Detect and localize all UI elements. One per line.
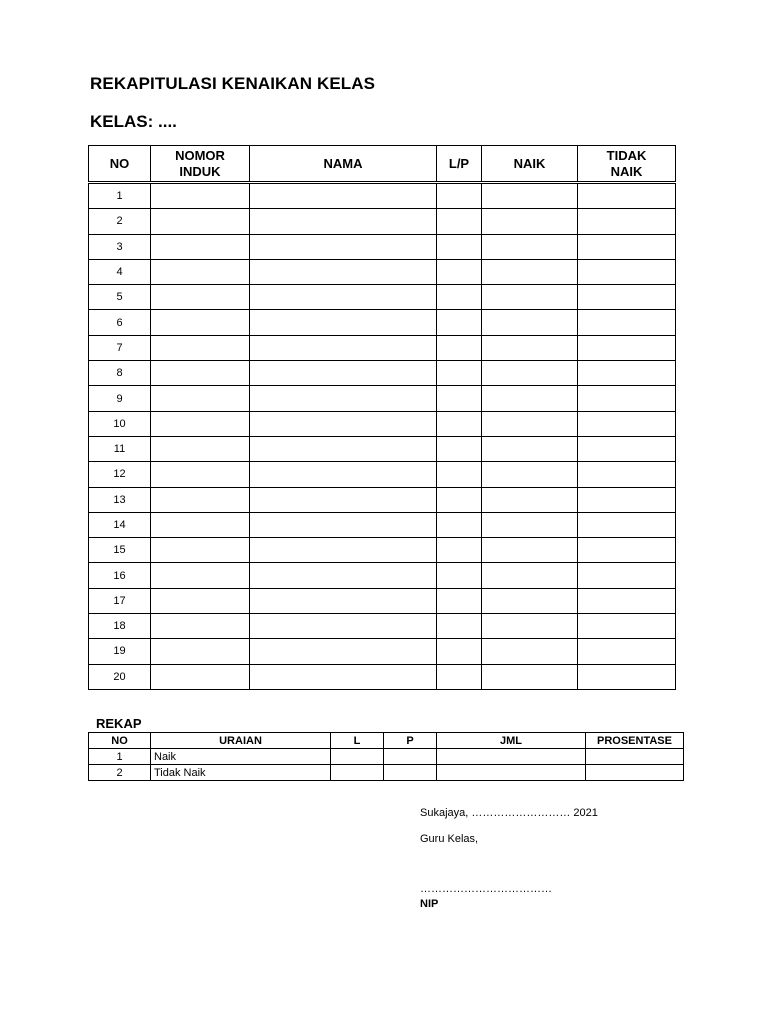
nomor-induk-cell xyxy=(151,588,250,613)
nama-cell xyxy=(250,386,437,411)
lp-cell xyxy=(437,335,482,360)
table-row xyxy=(89,285,676,310)
row-no-cell: 17 xyxy=(89,588,151,613)
rekap-p-cell xyxy=(384,749,437,765)
table-row xyxy=(89,335,676,360)
nama-cell xyxy=(250,361,437,386)
table-row xyxy=(89,487,676,512)
row-no-cell: 4 xyxy=(89,259,151,284)
lp-cell xyxy=(437,639,482,664)
tidak-naik-cell xyxy=(578,234,676,259)
rekap-header-row xyxy=(89,733,684,749)
nama-cell xyxy=(250,436,437,461)
table-row xyxy=(89,361,676,386)
signature-nip: NIP xyxy=(420,898,439,910)
nomor-induk-cell xyxy=(151,538,250,563)
nama-cell xyxy=(250,183,437,209)
row-no-cell: 7 xyxy=(89,335,151,360)
row-no-cell: 2 xyxy=(89,209,151,234)
row-no-cell: 19 xyxy=(89,639,151,664)
nomor-induk-cell xyxy=(151,310,250,335)
table-row xyxy=(89,664,676,689)
lp-cell xyxy=(437,614,482,639)
lp-cell xyxy=(437,234,482,259)
naik-cell xyxy=(482,614,578,639)
table-row xyxy=(89,563,676,588)
signature-line: ……………………………… xyxy=(420,883,552,895)
lp-cell xyxy=(437,386,482,411)
nomor-induk-cell xyxy=(151,209,250,234)
nomor-induk-cell xyxy=(151,563,250,588)
nama-cell xyxy=(250,285,437,310)
naik-cell xyxy=(482,639,578,664)
tidak-naik-cell xyxy=(578,386,676,411)
col-header-lp: L/P xyxy=(437,146,482,183)
naik-cell xyxy=(482,436,578,461)
row-no-cell: 14 xyxy=(89,512,151,537)
naik-cell xyxy=(482,285,578,310)
rekap-header-no: NO xyxy=(89,733,151,749)
table-row xyxy=(89,462,676,487)
nomor-induk-cell xyxy=(151,436,250,461)
col-header-no: NO xyxy=(89,146,151,183)
nomor-induk-cell xyxy=(151,664,250,689)
tidak-naik-cell xyxy=(578,639,676,664)
rekap-uraian-cell: Naik xyxy=(151,749,331,765)
naik-cell xyxy=(482,386,578,411)
tidak-naik-cell xyxy=(578,411,676,436)
nama-cell xyxy=(250,259,437,284)
lp-cell xyxy=(437,285,482,310)
lp-cell xyxy=(437,664,482,689)
naik-cell xyxy=(482,259,578,284)
row-no-cell: 15 xyxy=(89,538,151,563)
table-row xyxy=(89,538,676,563)
tidak-naik-cell xyxy=(578,361,676,386)
rekap-label: REKAP xyxy=(96,716,142,731)
rekap-jml-cell xyxy=(437,765,586,781)
nama-cell xyxy=(250,639,437,664)
lp-cell xyxy=(437,310,482,335)
nama-cell xyxy=(250,512,437,537)
lp-cell xyxy=(437,538,482,563)
lp-cell xyxy=(437,462,482,487)
row-no-cell: 18 xyxy=(89,614,151,639)
naik-cell xyxy=(482,512,578,537)
tidak-naik-cell xyxy=(578,310,676,335)
nama-cell xyxy=(250,538,437,563)
row-no-cell: 9 xyxy=(89,386,151,411)
tidak-naik-cell xyxy=(578,487,676,512)
nomor-induk-cell xyxy=(151,285,250,310)
nama-cell xyxy=(250,588,437,613)
nama-cell xyxy=(250,335,437,360)
signature-place-date: Sukajaya, ……………………… 2021 xyxy=(420,807,598,819)
tidak-naik-cell xyxy=(578,588,676,613)
tidak-naik-cell xyxy=(578,259,676,284)
naik-cell xyxy=(482,411,578,436)
promotion-table xyxy=(88,145,676,690)
signature-role: Guru Kelas, xyxy=(420,833,479,845)
row-no-cell: 1 xyxy=(89,183,151,209)
table-row xyxy=(89,259,676,284)
rekap-no-cell: 2 xyxy=(89,765,151,781)
nama-cell xyxy=(250,487,437,512)
rekap-no-cell: 1 xyxy=(89,749,151,765)
rekap-header-l: L xyxy=(331,733,384,749)
rekap-prosentase-cell xyxy=(586,749,684,765)
nomor-induk-cell xyxy=(151,639,250,664)
row-no-cell: 5 xyxy=(89,285,151,310)
nama-cell xyxy=(250,411,437,436)
nama-cell xyxy=(250,234,437,259)
lp-cell xyxy=(437,512,482,537)
lp-cell xyxy=(437,411,482,436)
nomor-induk-cell xyxy=(151,335,250,360)
row-no-cell: 3 xyxy=(89,234,151,259)
rekap-jml-cell xyxy=(437,749,586,765)
nomor-induk-cell xyxy=(151,183,250,209)
table-row xyxy=(89,614,676,639)
row-no-cell: 11 xyxy=(89,436,151,461)
rekap-table xyxy=(88,732,684,781)
table-row xyxy=(89,234,676,259)
lp-cell xyxy=(437,183,482,209)
rekap-row xyxy=(89,765,684,781)
naik-cell xyxy=(482,487,578,512)
rekap-prosentase-cell xyxy=(586,765,684,781)
col-header-naik: NAIK xyxy=(482,146,578,183)
table-row xyxy=(89,512,676,537)
naik-cell xyxy=(482,310,578,335)
naik-cell xyxy=(482,335,578,360)
rekap-row xyxy=(89,749,684,765)
naik-cell xyxy=(482,462,578,487)
tidak-naik-cell xyxy=(578,285,676,310)
rekap-uraian-cell: Tidak Naik xyxy=(151,765,331,781)
row-no-cell: 10 xyxy=(89,411,151,436)
rekap-p-cell xyxy=(384,765,437,781)
lp-cell xyxy=(437,563,482,588)
tidak-naik-cell xyxy=(578,512,676,537)
lp-cell xyxy=(437,259,482,284)
naik-cell xyxy=(482,664,578,689)
nama-cell xyxy=(250,664,437,689)
row-no-cell: 20 xyxy=(89,664,151,689)
nama-cell xyxy=(250,462,437,487)
tidak-naik-cell xyxy=(578,183,676,209)
naik-cell xyxy=(482,183,578,209)
tidak-naik-cell xyxy=(578,563,676,588)
naik-cell xyxy=(482,361,578,386)
table-row xyxy=(89,310,676,335)
lp-cell xyxy=(437,361,482,386)
rekap-l-cell xyxy=(331,765,384,781)
tidak-naik-cell xyxy=(578,614,676,639)
col-header-tidak-naik: TIDAK NAIK xyxy=(578,146,676,183)
rekap-header-jml: JML xyxy=(437,733,586,749)
naik-cell xyxy=(482,209,578,234)
naik-cell xyxy=(482,538,578,563)
nomor-induk-cell xyxy=(151,361,250,386)
nomor-induk-cell xyxy=(151,234,250,259)
naik-cell xyxy=(482,588,578,613)
class-label: KELAS: .... xyxy=(90,112,177,131)
lp-cell xyxy=(437,209,482,234)
row-no-cell: 8 xyxy=(89,361,151,386)
tidak-naik-cell xyxy=(578,462,676,487)
document-title: REKAPITULASI KENAIKAN KELAS xyxy=(90,74,376,93)
rekap-header-prosentase: PROSENTASE xyxy=(586,733,684,749)
nomor-induk-cell xyxy=(151,512,250,537)
rekap-header-p: P xyxy=(384,733,437,749)
lp-cell xyxy=(437,487,482,512)
nomor-induk-cell xyxy=(151,614,250,639)
tidak-naik-cell xyxy=(578,335,676,360)
lp-cell xyxy=(437,436,482,461)
tidak-naik-cell xyxy=(578,209,676,234)
col-header-nama: NAMA xyxy=(250,146,437,183)
table-row xyxy=(89,436,676,461)
table-row xyxy=(89,209,676,234)
rekap-l-cell xyxy=(331,749,384,765)
nama-cell xyxy=(250,614,437,639)
nama-cell xyxy=(250,563,437,588)
row-no-cell: 13 xyxy=(89,487,151,512)
row-no-cell: 16 xyxy=(89,563,151,588)
nomor-induk-cell xyxy=(151,487,250,512)
table-row xyxy=(89,639,676,664)
col-header-nomor-induk: NOMOR INDUK xyxy=(151,146,250,183)
tidak-naik-cell xyxy=(578,664,676,689)
tidak-naik-cell xyxy=(578,436,676,461)
rekap-header-uraian: URAIAN xyxy=(151,733,331,749)
table-row xyxy=(89,411,676,436)
table-row xyxy=(89,588,676,613)
nama-cell xyxy=(250,310,437,335)
lp-cell xyxy=(437,588,482,613)
nama-cell xyxy=(250,209,437,234)
table-header-row xyxy=(89,146,676,183)
table-row xyxy=(89,183,676,209)
naik-cell xyxy=(482,234,578,259)
nomor-induk-cell xyxy=(151,259,250,284)
naik-cell xyxy=(482,563,578,588)
row-no-cell: 6 xyxy=(89,310,151,335)
row-no-cell: 12 xyxy=(89,462,151,487)
tidak-naik-cell xyxy=(578,538,676,563)
table-row xyxy=(89,386,676,411)
nomor-induk-cell xyxy=(151,462,250,487)
nomor-induk-cell xyxy=(151,386,250,411)
nomor-induk-cell xyxy=(151,411,250,436)
